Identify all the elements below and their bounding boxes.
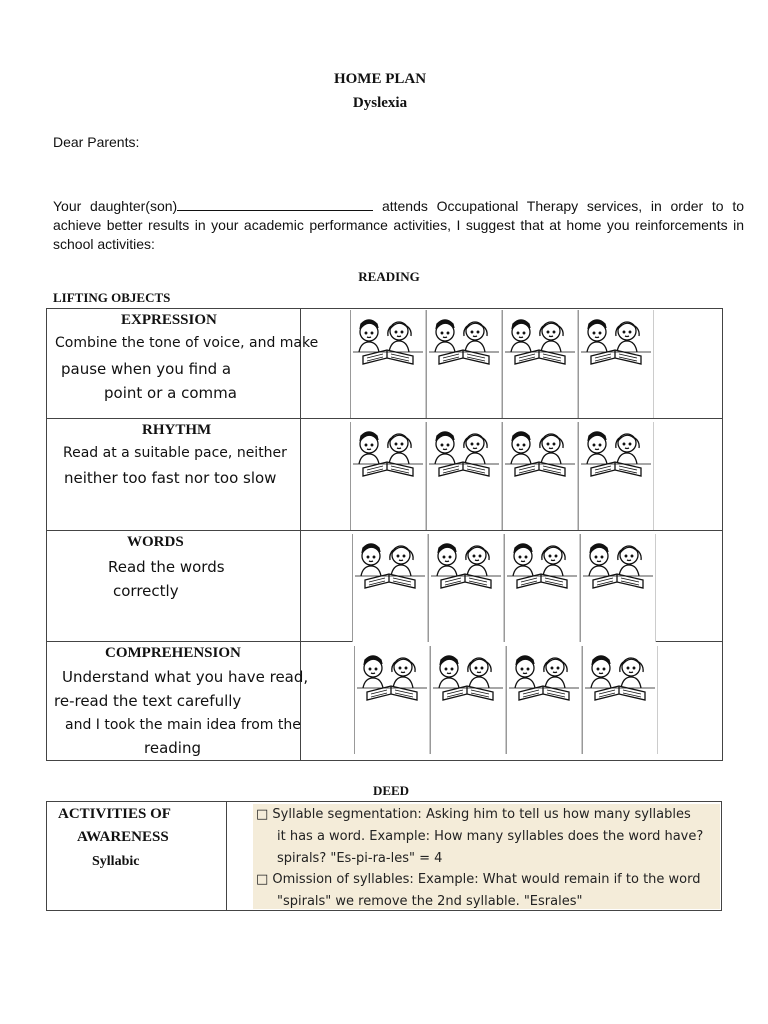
illustration-strip (350, 422, 654, 530)
row-text-line: reading (144, 739, 201, 757)
deed-table (46, 801, 722, 911)
row-title: RHYTHM (142, 422, 212, 438)
row-text-line: and I took the main idea from the (65, 717, 301, 733)
deed-activity-line: it has a word. Example: How many syllables does the word have? (277, 829, 704, 844)
row-text-line: Understand what you have read, (62, 668, 309, 686)
row-text-line: point or a comma (104, 384, 237, 402)
children-reading-illustration (430, 646, 506, 754)
row-title: COMPREHENSION (105, 645, 241, 661)
illustration-strip (350, 310, 654, 418)
children-reading-illustration (426, 310, 502, 418)
children-reading-illustration (352, 534, 428, 642)
row-text-line: re-read the text carefully (54, 692, 242, 710)
row-text-line: Read the words (108, 558, 225, 576)
children-reading-illustration (504, 534, 580, 642)
row-text-line: pause when you find a (61, 360, 232, 378)
intro-paragraph (53, 197, 744, 254)
reading-row-expression (47, 309, 722, 419)
children-reading-illustration (582, 646, 658, 754)
deed-label-line: ACTIVITIES OF (58, 806, 171, 822)
page-title: HOME PLAN (333, 71, 427, 87)
deed-activity-line: spirals? "Es-pi-ra-les" = 4 (277, 851, 443, 866)
name-blank-line (177, 198, 373, 211)
illustration-strip (352, 534, 656, 642)
children-reading-illustration (350, 310, 426, 418)
children-reading-illustration (506, 646, 582, 754)
lifting-objects-label: LIFTING OBJECTS (53, 290, 171, 305)
deed-activities-cell (253, 804, 720, 909)
row-title: WORDS (127, 534, 184, 550)
children-reading-illustration (426, 422, 502, 530)
reading-table (46, 308, 723, 761)
deed-label-line: AWARENESS (77, 829, 169, 845)
illustration-strip (354, 646, 658, 754)
intro-lead: Your daughter(son) (53, 198, 178, 214)
row-text-line: Read at a suitable pace, neither (63, 445, 287, 461)
deed-label-cell (47, 802, 227, 910)
children-reading-illustration (578, 422, 654, 530)
reading-row-comprehension (47, 642, 722, 760)
page-subtitle: Dyslexia (352, 95, 408, 111)
children-reading-illustration (502, 310, 578, 418)
deed-activity-line: "spirals" we remove the 2nd syllable. "Esrales" (277, 894, 583, 909)
greeting: Dear Parents: (53, 134, 140, 150)
reading-row-words (47, 531, 722, 642)
reading-row-rhythm (47, 419, 722, 531)
deed-label-line: Syllabic (92, 854, 140, 869)
deed-activity-line: □ Omission of syllables: Example: What would remain if to the word (256, 872, 701, 887)
deed-activity-line: □ Syllable segmentation: Asking him to tell us how many syllables (256, 807, 691, 822)
children-reading-illustration (578, 310, 654, 418)
children-reading-illustration (350, 422, 426, 530)
row-text-line: Combine the tone of voice, and make (55, 335, 319, 351)
deed-heading: DEED (372, 783, 410, 798)
row-text-line: neither too fast nor too slow (64, 469, 277, 487)
children-reading-illustration (354, 646, 430, 754)
row-title: EXPRESSION (121, 312, 217, 328)
children-reading-illustration (502, 422, 578, 530)
children-reading-illustration (580, 534, 656, 642)
row-text-line: correctly (113, 582, 179, 600)
reading-heading: READING (358, 269, 420, 284)
children-reading-illustration (428, 534, 504, 642)
intro-rest: attends Occupational Therapy services, in order to to achieve better results in your academic performance activities, I suggest that at home you reinforcements in school activities: (53, 198, 745, 252)
